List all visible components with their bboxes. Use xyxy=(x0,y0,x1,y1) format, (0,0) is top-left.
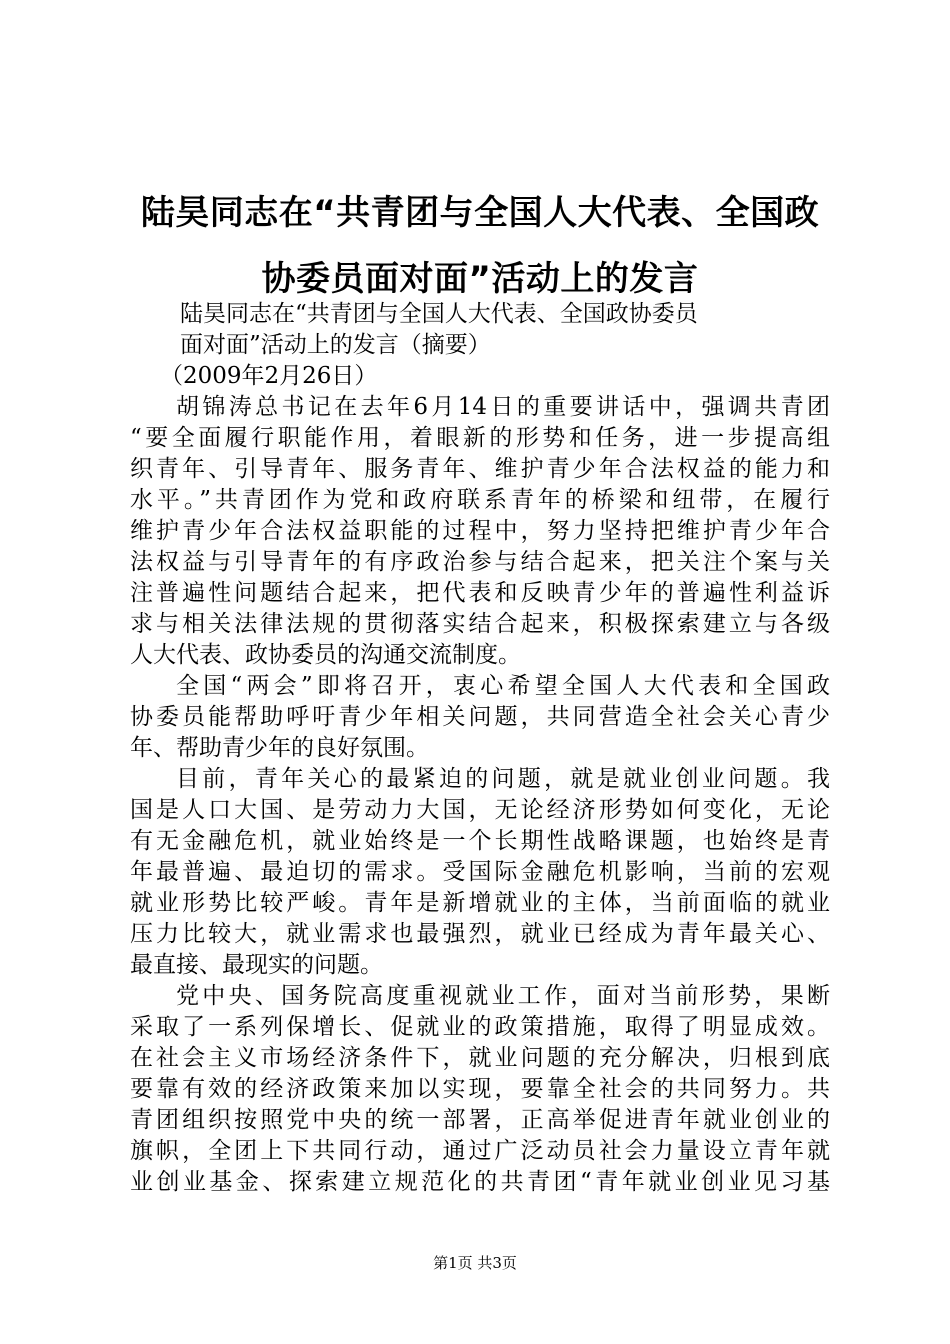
paragraph-4 xyxy=(130,981,830,1198)
paragraph-line: 在社会主义市场经济条件下，就业问题的充分解决，归根到底 xyxy=(130,1045,830,1071)
paragraph-line: 织青年、引导青年、服务青年、维护青少年合法权益的能力和 xyxy=(130,456,830,482)
paragraph-line: 要靠有效的经济政策来加以实现，要靠全社会的共同努力。共 xyxy=(130,1076,830,1102)
paragraph-line: 有无金融危机，就业始终是一个长期性战略课题，也始终是青 xyxy=(130,828,830,854)
paragraph-line: 目前，青年关心的最紧迫的问题，就是就业创业问题。我 xyxy=(176,766,830,792)
paragraph-line: 维护青少年合法权益职能的过程中，努力坚持把维护青少年合 xyxy=(130,518,830,544)
paragraph-line: 求与相关法律法规的贯彻落实结合起来，积极探索建立与各级 xyxy=(130,611,830,637)
title-line: 陆昊同志在“共青团与全国人大代表、全国政 xyxy=(140,193,820,233)
subtitle-line: 面对面”活动上的发言（摘要） xyxy=(180,332,491,358)
document-date: （2009年2月26日） xyxy=(160,363,378,389)
document-title xyxy=(110,180,850,312)
paragraph-line: 注普遍性问题结合起来，把代表和反映青少年的普遍性利益诉 xyxy=(130,580,830,606)
paragraph-line: 胡锦涛总书记在去年6月14日的重要讲话中，强调共青团 xyxy=(176,394,830,420)
paragraph-line: 年最普遍、最迫切的需求。受国际金融危机影响，当前的宏观 xyxy=(130,859,830,885)
document-body xyxy=(130,299,830,1198)
paragraph-line: 就业形势比较严峻。青年是新增就业的主体，当前面临的就业 xyxy=(130,890,830,916)
paragraph-line: 压力比较大，就业需求也最强烈，就业已经成为青年最关心、 xyxy=(130,921,830,947)
title-line: 协委员面对面”活动上的发言 xyxy=(261,259,699,299)
paragraph-line: 青团组织按照党中央的统一部署，正高举促进青年就业创业的 xyxy=(130,1107,830,1133)
paragraph-2 xyxy=(130,671,830,764)
paragraph-line: 采取了一系列保增长、促就业的政策措施，取得了明显成效。 xyxy=(130,1014,830,1040)
paragraph-line: 业创业基金、探索建立规范化的共青团“青年就业创业见习基 xyxy=(130,1169,830,1195)
paragraph-line: 水平。”共青团作为党和政府联系青年的桥梁和纽带，在履行 xyxy=(130,487,830,513)
paragraph-line: 旗帜，全团上下共同行动，通过广泛动员社会力量设立青年就 xyxy=(130,1138,830,1164)
paragraph-line: 最直接、最现实的问题。 xyxy=(130,952,383,978)
paragraph-line: 协委员能帮助呼吁青少年相关问题，共同营造全社会关心青少 xyxy=(130,704,830,730)
paragraph-1 xyxy=(130,392,830,671)
paragraph-line: 年、帮助青少年的良好氛围。 xyxy=(130,735,429,761)
paragraph-line: 法权益与引导青年的有序政治参与结合起来，把关注个案与关 xyxy=(130,549,830,575)
page-footer: 第1页 共3页 xyxy=(433,1254,517,1272)
paragraph-line: 党中央、国务院高度重视就业工作，面对当前形势，果断 xyxy=(176,983,830,1009)
paragraph-line: “要全面履行职能作用，着眼新的形势和任务，进一步提高组 xyxy=(130,425,830,451)
paragraph-line: 全国“两会”即将召开，衷心希望全国人大代表和全国政 xyxy=(176,673,830,699)
paragraph-3 xyxy=(130,764,830,981)
paragraph-line: 国是人口大国、是劳动力大国，无论经济形势如何变化，无论 xyxy=(130,797,830,823)
subtitle-line: 陆昊同志在“共青团与全国人大代表、全国政协委员 xyxy=(180,301,698,327)
paragraph-line: 人大代表、政协委员的沟通交流制度。 xyxy=(130,642,521,668)
